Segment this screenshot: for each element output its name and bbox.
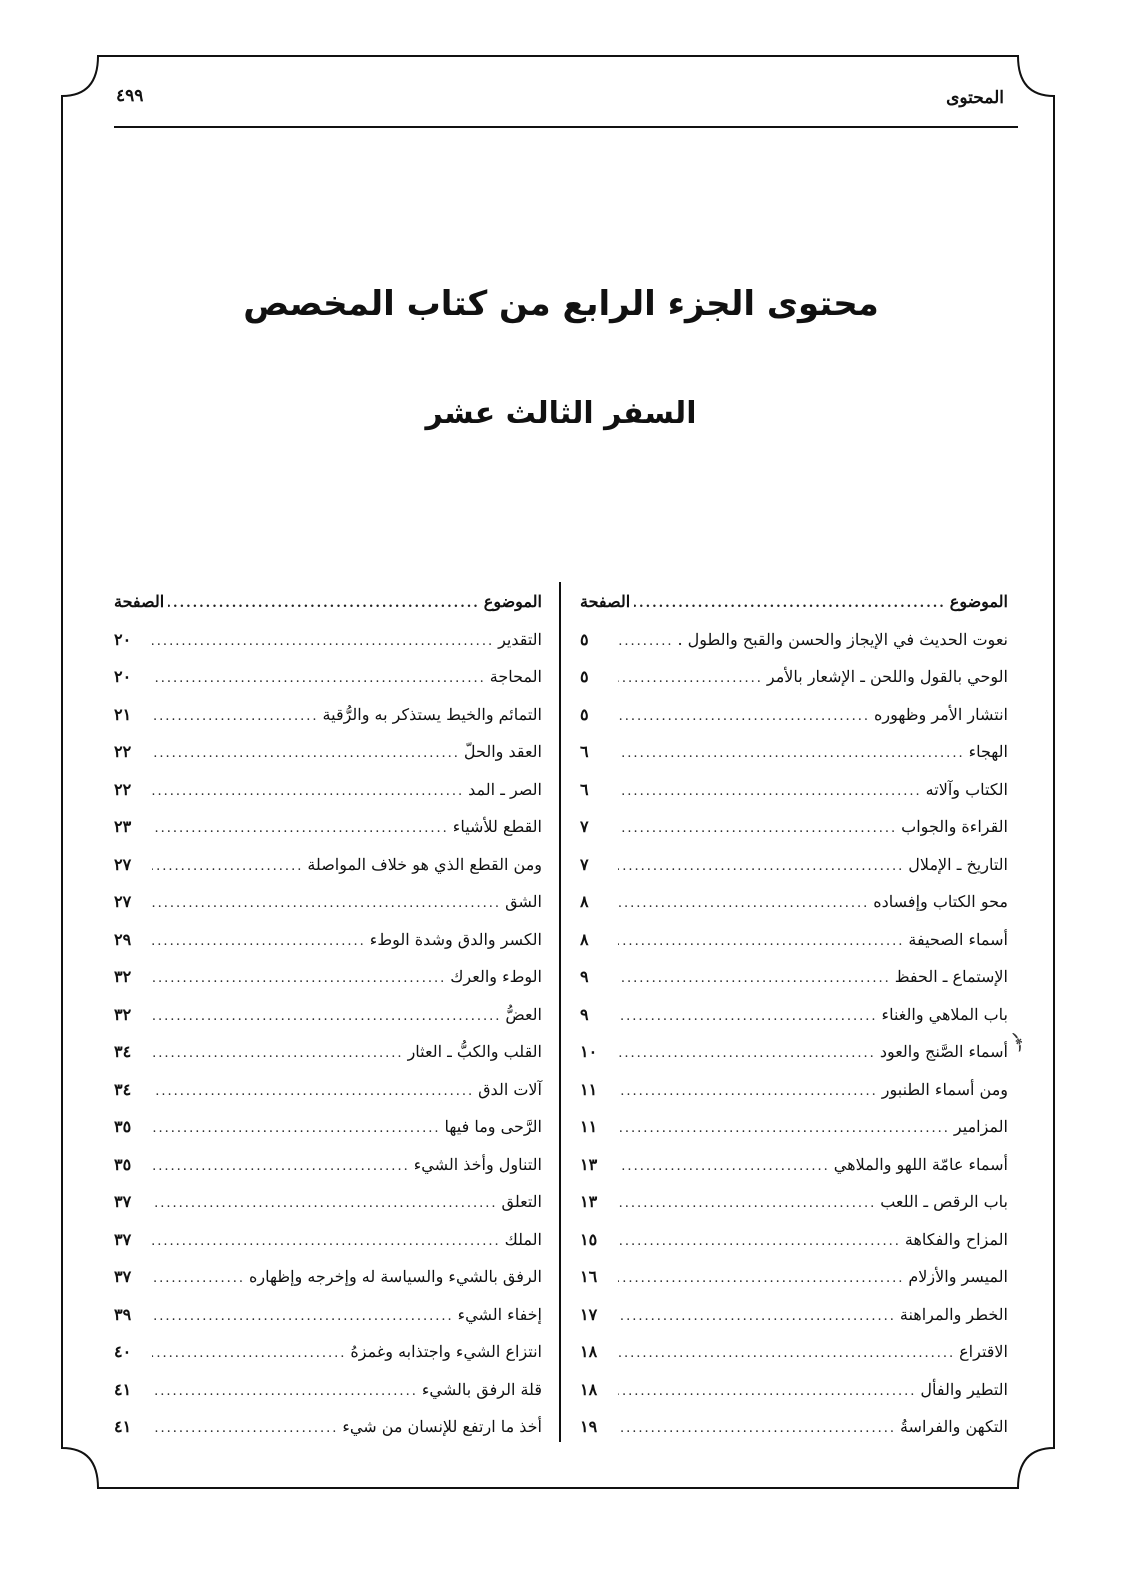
toc-entry (580, 846, 1008, 884)
leader-dots (152, 1148, 410, 1186)
toc-entry-page: ١٨ (580, 1342, 598, 1361)
toc-entry-page: ٧ (580, 817, 589, 836)
page-number: ٤٩٩ (116, 86, 144, 106)
toc-entry (114, 733, 542, 771)
toc-entry-topic: التعلق (501, 1192, 542, 1211)
leader-dots (618, 1223, 901, 1261)
toc-entry-page: ٣٢ (114, 967, 132, 986)
toc-entry (580, 1258, 1008, 1296)
toc-entry (580, 1183, 1008, 1221)
leader-dots (618, 1148, 830, 1186)
leader-dots (152, 885, 501, 923)
leader-dots (152, 773, 464, 811)
toc-entry-page: ٢١ (114, 704, 132, 724)
leader-dots (618, 1298, 896, 1336)
leader-dots (618, 660, 763, 698)
toc-entry-page: ١٠ (580, 1042, 598, 1061)
toc-entry-page: ٨ (580, 892, 589, 911)
toc-entry (114, 1258, 542, 1296)
toc-entry (114, 696, 542, 734)
toc-entry-page: ٢٢ (114, 779, 132, 799)
toc-entry-topic: الخطر والمراهنة (899, 1304, 1008, 1324)
toc-entry (114, 1183, 542, 1221)
toc-entry-topic: القراءة والجواب (901, 817, 1008, 836)
toc-entry-topic: الوحي بالقول واللحن ـ الإشعار بالأمر (766, 667, 1008, 686)
header-rule (114, 126, 1018, 128)
toc-entry-topic: المحاجة (489, 667, 542, 686)
toc-entry-topic: محو الكتاب وإفساده (873, 892, 1008, 911)
toc-entry (114, 771, 542, 809)
leader-dots (618, 1373, 916, 1411)
toc-entry-topic: الكتاب وآلاته (925, 779, 1008, 799)
leader-dots (618, 848, 904, 886)
toc-entry-topic: التاريخ ـ الإملال (908, 854, 1008, 874)
toc-entry-topic: أخذ ما ارتفع للإنسان من شيء (342, 1417, 542, 1436)
leader-dots (634, 585, 946, 623)
leader-dots (618, 1185, 876, 1223)
toc-entry-topic: الرَّحى وما فيها (444, 1117, 542, 1136)
toc-entry-page: ٢٧ (114, 892, 132, 911)
leader-dots (618, 1410, 896, 1448)
leader-dots (618, 1035, 876, 1073)
toc-entry (580, 658, 1008, 696)
toc-entry-topic: ومن القطع الذي هو خلاف المواصلة (307, 854, 542, 874)
leader-dots (152, 735, 460, 773)
leader-dots (152, 1073, 474, 1111)
toc-entry-page: ١٨ (580, 1379, 598, 1399)
toc-column-right (580, 583, 1008, 1446)
toc-entry-topic: الصر ـ المد (468, 779, 542, 799)
toc-entry (114, 921, 542, 959)
toc-entry-topic: آلات الدق (478, 1079, 542, 1099)
toc-entry (580, 808, 1008, 846)
toc-entry (580, 883, 1008, 921)
toc-entry-page: ٣٥ (114, 1154, 132, 1174)
running-header-title: المحتوى (946, 88, 1004, 108)
toc-entry-topic: المزاح والفكاهة (904, 1229, 1008, 1249)
toc-entry-topic: الهجاء (968, 742, 1008, 761)
toc-entry-topic: التقدير (498, 629, 542, 649)
toc-entry-page: ٣٧ (114, 1192, 132, 1211)
leader-dots (152, 698, 319, 736)
toc-entry-page: ٦ (580, 779, 589, 799)
toc-header-page: الصفحة (114, 592, 165, 611)
toc-entry-topic: التمائم والخيط يستذكر به والرُّقية (322, 704, 542, 724)
toc-entry-page: ١٣ (580, 1192, 598, 1211)
leader-dots (618, 1335, 955, 1373)
leader-dots (152, 1185, 497, 1223)
toc-entry-page: ١١ (580, 1117, 598, 1136)
toc-entry-page: ١٦ (580, 1267, 598, 1286)
leader-dots (618, 885, 869, 923)
toc-column-left (114, 583, 542, 1446)
toc-entry-page: ٢٢ (114, 742, 132, 761)
leader-dots (618, 1073, 878, 1111)
margin-annotation: ﴿ (1008, 1028, 1029, 1057)
toc-entry (114, 996, 542, 1034)
toc-entry-page: ٣٧ (114, 1267, 132, 1286)
toc-entry-page: ١٧ (580, 1304, 598, 1324)
leader-dots (152, 1298, 454, 1336)
toc-entry (114, 846, 542, 884)
toc-entry-page: ٣٧ (114, 1229, 132, 1249)
toc-entry (580, 921, 1008, 959)
toc-entry-topic: أسماء الصحيفة (908, 929, 1008, 949)
toc-entry-page: ٥ (580, 704, 589, 724)
leader-dots (152, 848, 303, 886)
toc-entry (580, 1296, 1008, 1334)
toc-entry (580, 771, 1008, 809)
leader-dots (618, 998, 878, 1036)
leader-dots (618, 698, 870, 736)
toc-entry-page: ٩ (580, 967, 589, 986)
toc-entry (114, 1221, 542, 1259)
toc-entry-topic: انتزاع الشيء واجتذابه وغمزهُ (350, 1342, 542, 1361)
toc-entry-topic: الشق (505, 892, 542, 911)
toc-header-row (580, 583, 1008, 621)
leader-dots (152, 998, 501, 1036)
toc-entry-page: ٣٢ (114, 1004, 132, 1024)
toc-entry-page: ٦ (580, 742, 589, 761)
column-divider (559, 582, 561, 1442)
toc-entry-page: ٧ (580, 854, 589, 874)
toc-entry-topic: باب الرقص ـ اللعب (880, 1192, 1008, 1211)
toc-entry-topic: الاقتراع (959, 1342, 1008, 1361)
toc-entry-topic: انتشار الأمر وظهوره (874, 704, 1008, 724)
toc-entry (580, 621, 1008, 659)
toc-entry (580, 696, 1008, 734)
toc-header-row (114, 583, 542, 621)
toc-entry (114, 1108, 542, 1146)
toc-entry (114, 1146, 542, 1184)
toc-entry-page: ٥ (580, 629, 589, 649)
toc-entry-page: ٢٣ (114, 817, 132, 836)
leader-dots (618, 923, 904, 961)
toc-entry (114, 1333, 542, 1371)
toc-header-topic: الموضوع (483, 592, 542, 611)
toc-entry-page: ١٩ (580, 1417, 598, 1436)
toc-entry-topic: الرفق بالشيء والسياسة له وإخرجه وإظهاره (249, 1267, 542, 1286)
page-title: محتوى الجزء الرابع من كتاب المخصص (243, 284, 879, 324)
toc-entry-topic: الكسر والدق وشدة الوطء (369, 929, 542, 949)
leader-dots (152, 1260, 245, 1298)
toc-entry (580, 1408, 1008, 1446)
leader-dots (152, 623, 494, 661)
toc-entry-page: ١٥ (580, 1229, 598, 1249)
toc-entry (114, 1408, 542, 1446)
toc-entry (114, 1071, 542, 1109)
toc-entry-page: ٣٥ (114, 1117, 132, 1136)
toc-entry-topic: التناول وأخذ الشيء (413, 1154, 542, 1174)
toc-entry (580, 1146, 1008, 1184)
leader-dots (152, 1335, 346, 1373)
leader-dots (152, 660, 486, 698)
toc-header-page: الصفحة (580, 592, 631, 611)
toc-entry-page: ٩ (580, 1004, 589, 1024)
toc-entry-page: ٢٠ (114, 667, 132, 686)
toc-entry (114, 808, 542, 846)
leader-dots (152, 1110, 441, 1148)
toc-entry-page: ١٣ (580, 1154, 598, 1174)
toc-entry-topic: إخفاء الشيء (457, 1304, 542, 1324)
toc-entry-topic: المزامير (953, 1117, 1008, 1136)
toc-entry (114, 658, 542, 696)
toc-entry-topic: أسماء الصَّنج والعود (879, 1042, 1008, 1061)
toc-entry-page: ٢٧ (114, 854, 132, 874)
toc-entry-page: ١١ (580, 1079, 598, 1099)
toc-entry-page: ٨ (580, 929, 589, 949)
toc-entry-page: ٢٠ (114, 629, 132, 649)
page-subtitle: السفر الثالث عشر (425, 396, 697, 431)
toc-entry-topic: الإستماع ـ الحفظ (894, 967, 1008, 986)
toc-entry-topic: الوطء والعرك (450, 967, 542, 986)
toc-header-topic: الموضوع (949, 592, 1008, 611)
toc-entry (580, 1221, 1008, 1259)
leader-dots (152, 1035, 404, 1073)
toc-entry (114, 1296, 542, 1334)
toc-entry-topic: الملك (504, 1229, 542, 1249)
leader-dots (152, 1223, 501, 1261)
toc-entry (580, 733, 1008, 771)
toc-entry-topic: باب الملاهي والغناء (881, 1004, 1008, 1024)
toc-entry (580, 1333, 1008, 1371)
toc-entry-topic: العضُّ (505, 1004, 542, 1024)
toc-entry (580, 996, 1008, 1034)
toc-entry-page: ٤١ (114, 1379, 132, 1399)
toc-entry (114, 958, 542, 996)
toc-entry-page: ٣٩ (114, 1304, 132, 1324)
leader-dots (168, 585, 480, 623)
toc-entry (114, 1371, 542, 1409)
toc-entry (580, 1371, 1008, 1409)
toc-entry-topic: القطع للأشياء (452, 817, 542, 836)
leader-dots (618, 960, 891, 998)
toc-entry (114, 621, 542, 659)
toc-entry (580, 1108, 1008, 1146)
toc-entry-topic: التطير والفأل (920, 1379, 1008, 1399)
leader-dots (618, 623, 673, 661)
toc-entry (114, 1033, 542, 1071)
leader-dots (618, 735, 965, 773)
toc-entry-page: ٤٠ (114, 1342, 132, 1361)
leader-dots (618, 1110, 950, 1148)
toc-entry-page: ٣٤ (114, 1042, 132, 1061)
leader-dots (152, 1373, 418, 1411)
toc-entry-page: ٣٤ (114, 1079, 132, 1099)
toc-entry-page: ٤١ (114, 1417, 132, 1436)
leader-dots (152, 923, 366, 961)
toc-entry-topic: أسماء عامّة اللهو والملاهي (833, 1154, 1008, 1174)
toc-entry-topic: القلب والكبُّ ـ العثار (407, 1042, 542, 1061)
toc-entry-topic: نعوت الحديث في الإيجاز والحسن والقبح والطول . (677, 629, 1008, 649)
leader-dots (152, 1410, 338, 1448)
toc-entry (580, 958, 1008, 996)
toc-entry-topic: الميسر والأزلام (908, 1267, 1008, 1286)
toc-entry-page: ٢٩ (114, 929, 132, 949)
toc-entry-topic: قلة الرفق بالشيء (421, 1379, 542, 1399)
toc-entry-topic: ومن أسماء الطنبور (881, 1079, 1008, 1099)
leader-dots (618, 1260, 904, 1298)
toc-entry-topic: العقد والحلّ (463, 742, 542, 761)
toc-entry-page: ٥ (580, 667, 589, 686)
leader-dots (618, 810, 897, 848)
toc-entry (580, 1033, 1008, 1071)
toc-entry-topic: التكهن والفراسةُ (899, 1417, 1008, 1436)
toc-entry (114, 883, 542, 921)
leader-dots (618, 773, 922, 811)
toc-entry (580, 1071, 1008, 1109)
leader-dots (152, 810, 449, 848)
leader-dots (152, 960, 446, 998)
